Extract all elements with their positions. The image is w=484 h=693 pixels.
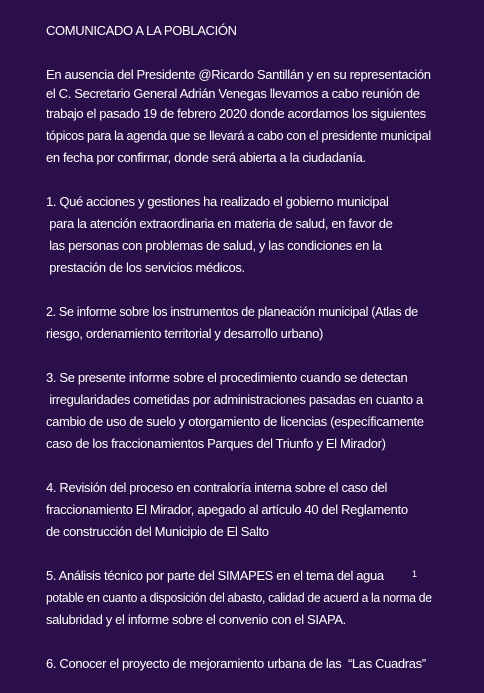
item-2-line: 2. Se informe sobre los instrumentos de planeación municipal (Atlas de [46, 304, 418, 319]
item-5-line: 5. Análisis técnico por parte del SIMAPES en el tema del agua [46, 568, 384, 583]
intro-line: trabajo el pasado 19 de febrero 2020 donde acordamos los siguientes [46, 106, 426, 121]
page-number: 1 [412, 569, 418, 579]
item-4-line: fraccionamiento El Mirador, apegado al artículo 40 del Reglamento [46, 502, 408, 517]
item-5-line: salubridad y el informe sobre el convenio con el SIAPA. [46, 612, 346, 627]
intro-line: En ausencia del Presidente @Ricardo Santillán y en su representación [46, 67, 431, 82]
intro-line: el C. Secretario General Adrián Venegas llevamos a cabo reunión de [46, 86, 420, 101]
item-3-line: irregularidades cometidas por administraciones pasadas en cuanto a [46, 392, 423, 407]
item-2-line: riesgo, ordenamiento territorial y desarrollo urbano) [46, 326, 323, 341]
intro-line: tópicos para la agenda que se llevará a cabo con el presidente municipal [46, 128, 431, 143]
document-title: COMUNICADO A LA POBLACIÓN [46, 23, 237, 38]
item-1-line: prestación de los servicios médicos. [46, 260, 245, 275]
item-4-line: de construcción del Municipio de El Salto [46, 524, 269, 539]
item-4-line: 4. Revisión del proceso en contraloría interna sobre el caso del [46, 480, 388, 495]
item-5-line: potable en cuanto a disposición del abasto, calidad de acuerd a la norma de [46, 590, 432, 605]
item-3-line: caso de los fraccionamientos Parques del Triunfo y El Mirador) [46, 436, 386, 451]
intro-line: en fecha por confirmar, donde será abierta a la ciudadanía. [46, 150, 366, 165]
item-3-line: 3. Se presente informe sobre el procedimiento cuando se detectan [46, 370, 408, 385]
item-1-line: 1. Qué acciones y gestiones ha realizado el gobierno municipal [46, 194, 389, 209]
item-3-line: cambio de uso de suelo y otorgamiento de licencias (específicamente [46, 414, 424, 429]
item-6-line: 6. Conocer el proyecto de mejoramiento urbana de las “Las Cuadras” [46, 656, 426, 671]
item-1-line: las personas con problemas de salud, y las condiciones en la [46, 238, 382, 253]
item-1-line: para la atención extraordinaria en materia de salud, en favor de [46, 216, 393, 231]
